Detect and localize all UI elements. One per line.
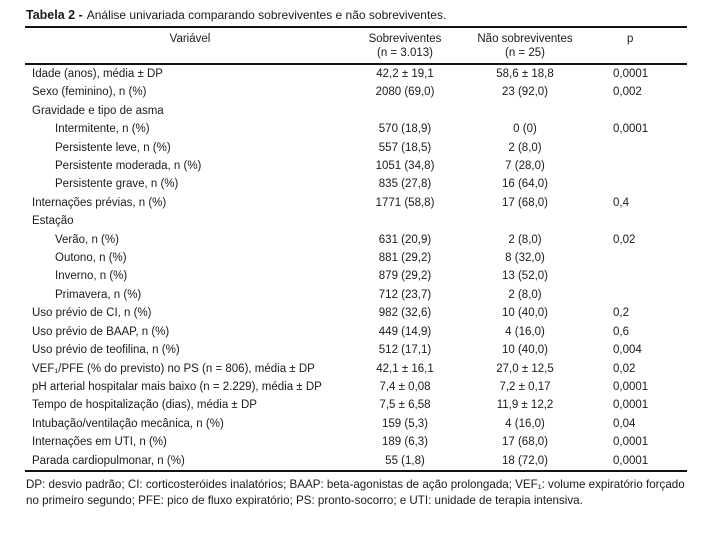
- cell-p-value: 0,0001: [613, 123, 649, 136]
- cell-non-survivors: 2 (8,0): [508, 233, 542, 246]
- cell-survivors: 879 (29,2): [378, 270, 432, 283]
- cell-variable: Parada cardiopulmonar, n (%): [32, 454, 185, 467]
- cell-p-value: 0,0001: [613, 436, 649, 449]
- cell-survivors: [355, 212, 455, 230]
- cell-variable: Uso prévio de BAAP, n (%): [32, 325, 170, 338]
- table-row: [25, 102, 687, 120]
- univariate-analysis-table: [25, 26, 687, 472]
- table-row: [25, 249, 687, 267]
- cell-non-survivors: 2 (8,0): [508, 141, 542, 154]
- cell-non-survivors: 58,6 ± 18,8: [496, 68, 554, 80]
- table-row: [25, 286, 687, 304]
- table-row: [25, 378, 687, 396]
- table-row: [25, 139, 687, 157]
- cell-variable: Persistente grave, n (%): [55, 178, 179, 191]
- table-row: [25, 64, 687, 83]
- cell-non-survivors: 10 (40,0): [501, 344, 549, 357]
- cell-variable: VEF₁/PFE (% do previsto) no PS (n = 806), média ± DP: [32, 362, 315, 375]
- cell-p-value: [595, 175, 687, 193]
- cell-non-survivors: 17 (68,0): [501, 436, 549, 449]
- cell-variable: Intubação/ventilação mecânica, n (%): [32, 417, 224, 430]
- table-row: [25, 83, 687, 101]
- cell-variable: Internações prévias, n (%): [32, 196, 167, 209]
- cell-survivors: 189 (6,3): [381, 436, 429, 449]
- column-header-p-value: p: [595, 27, 687, 64]
- table-row: [25, 212, 687, 230]
- cell-p-value: 0,0001: [613, 380, 649, 393]
- cell-variable: pH arterial hospitalar mais baixo (n = 2.229), média ± DP: [32, 380, 322, 393]
- cell-p-value: [595, 286, 687, 304]
- cell-non-survivors: 13 (52,0): [501, 270, 549, 283]
- cell-variable: Idade (anos), média ± DP: [32, 68, 163, 80]
- cell-survivors: 982 (32,6): [378, 307, 432, 320]
- table-row: [25, 433, 687, 451]
- table-caption: [26, 8, 687, 23]
- column-header-non-survivors-n: (n = 25): [505, 47, 545, 59]
- table-row: [25, 157, 687, 175]
- table-caption-label: Tabela 2 -: [26, 8, 83, 22]
- cell-variable: Persistente leve, n (%): [55, 141, 171, 154]
- cell-p-value: 0,04: [613, 417, 636, 430]
- table-row: [25, 323, 687, 341]
- cell-p-value: 0,0001: [613, 68, 649, 80]
- table-header-row: [25, 27, 687, 64]
- cell-variable: Intermitente, n (%): [55, 123, 150, 136]
- cell-non-survivors: 10 (40,0): [501, 307, 549, 320]
- cell-non-survivors: 4 (16,0): [505, 417, 545, 430]
- cell-p-value: [595, 139, 687, 157]
- cell-variable: Inverno, n (%): [55, 270, 128, 283]
- cell-p-value: 0,002: [613, 86, 642, 99]
- table-caption-text: Análise univariada comparando sobreviventes e não sobreviventes.: [86, 8, 447, 22]
- cell-non-survivors: 11,9 ± 12,2: [496, 399, 554, 412]
- cell-survivors: 55 (1,8): [385, 454, 425, 467]
- cell-variable: Persistente moderada, n (%): [55, 160, 202, 173]
- cell-variable: Gravidade e tipo de asma: [32, 104, 164, 117]
- cell-non-survivors: 7 (28,0): [505, 160, 545, 173]
- table-row: [25, 341, 687, 359]
- cell-p-value: [595, 249, 687, 267]
- cell-non-survivors: 27,0 ± 12,5: [496, 362, 554, 375]
- table-row: [25, 120, 687, 138]
- cell-survivors: 570 (18,9): [378, 123, 432, 136]
- cell-non-survivors: 4 (16,0): [505, 325, 545, 338]
- cell-variable: Internações em UTI, n (%): [32, 436, 167, 449]
- column-header-survivors-n: (n = 3.013): [377, 47, 433, 59]
- table-row: [25, 231, 687, 249]
- cell-survivors: 449 (14,9): [378, 325, 432, 338]
- cell-non-survivors: 23 (92,0): [501, 86, 549, 99]
- cell-variable: Tempo de hospitalização (dias), média ± DP: [32, 399, 257, 412]
- table-header: [25, 27, 687, 64]
- cell-variable: Uso prévio de CI, n (%): [32, 307, 152, 320]
- cell-p-value: 0,02: [613, 362, 636, 375]
- table-row: [25, 175, 687, 193]
- column-header-non-survivors-title: Não sobreviventes: [477, 33, 573, 45]
- cell-survivors: 1771 (58,8): [375, 196, 435, 209]
- cell-survivors: 7,5 ± 6,58: [379, 399, 431, 412]
- cell-non-survivors: 16 (64,0): [501, 178, 549, 191]
- cell-non-survivors: 0 (0): [513, 123, 537, 136]
- cell-p-value: 0,2: [613, 307, 629, 320]
- cell-survivors: [355, 102, 455, 120]
- table-row: [25, 452, 687, 471]
- cell-non-survivors: 2 (8,0): [508, 288, 542, 301]
- cell-p-value: [595, 212, 687, 230]
- cell-survivors: 881 (29,2): [378, 252, 432, 265]
- cell-non-survivors: [455, 102, 595, 120]
- cell-survivors: 557 (18,5): [378, 141, 432, 154]
- cell-variable: Sexo (feminino), n (%): [32, 86, 147, 99]
- cell-survivors: 835 (27,8): [378, 178, 432, 191]
- cell-p-value: 0,0001: [613, 454, 649, 467]
- cell-survivors: 42,1 ± 16,1: [376, 362, 434, 375]
- cell-survivors: 631 (20,9): [378, 233, 432, 246]
- table-row: [25, 267, 687, 285]
- cell-p-value: 0,004: [613, 344, 642, 357]
- column-header-survivors: [355, 27, 455, 64]
- table-row: [25, 396, 687, 414]
- table-body: [25, 64, 687, 471]
- table-row: [25, 304, 687, 322]
- table-footnote: DP: desvio padrão; CI: corticosteróides inalatórios; BAAP: beta-agonistas de ação prolongada; VEF₁: volume expiratório forçado no primeiro segundo; PFE: pico de fluxo expiratório; PS: pronto-socorro; e UTI: unidade de terapia intensiva.: [26, 477, 685, 508]
- cell-variable: Estação: [32, 215, 74, 228]
- cell-p-value: 0,4: [613, 196, 629, 209]
- cell-non-survivors: 8 (32,0): [505, 252, 545, 265]
- cell-survivors: 2080 (69,0): [375, 86, 435, 99]
- column-header-non-survivors: [455, 27, 595, 64]
- cell-survivors: 159 (5,3): [381, 417, 429, 430]
- cell-non-survivors: 17 (68,0): [501, 196, 549, 209]
- cell-variable: Outono, n (%): [55, 252, 127, 265]
- cell-variable: Verão, n (%): [55, 233, 119, 246]
- table-row: [25, 194, 687, 212]
- cell-p-value: [595, 267, 687, 285]
- cell-p-value: [595, 157, 687, 175]
- column-header-survivors-title: Sobreviventes: [368, 33, 442, 45]
- table-row: [25, 360, 687, 378]
- cell-p-value: [595, 102, 687, 120]
- cell-p-value: 0,02: [613, 233, 636, 246]
- cell-variable: Uso prévio de teofilina, n (%): [32, 344, 180, 357]
- cell-non-survivors: [455, 212, 595, 230]
- table-row: [25, 415, 687, 433]
- cell-survivors: 1051 (34,8): [375, 160, 435, 173]
- cell-p-value: 0,0001: [613, 399, 649, 412]
- cell-survivors: 712 (23,7): [378, 288, 432, 301]
- cell-variable: Primavera, n (%): [55, 288, 142, 301]
- cell-survivors: 512 (17,1): [378, 344, 432, 357]
- cell-non-survivors: 7,2 ± 0,17: [499, 380, 551, 393]
- cell-survivors: 7,4 ± 0,08: [379, 380, 431, 393]
- cell-survivors: 42,2 ± 19,1: [376, 68, 434, 80]
- cell-p-value: 0,6: [613, 325, 629, 338]
- cell-non-survivors: 18 (72,0): [501, 454, 549, 467]
- column-header-variable: Variável: [25, 27, 355, 64]
